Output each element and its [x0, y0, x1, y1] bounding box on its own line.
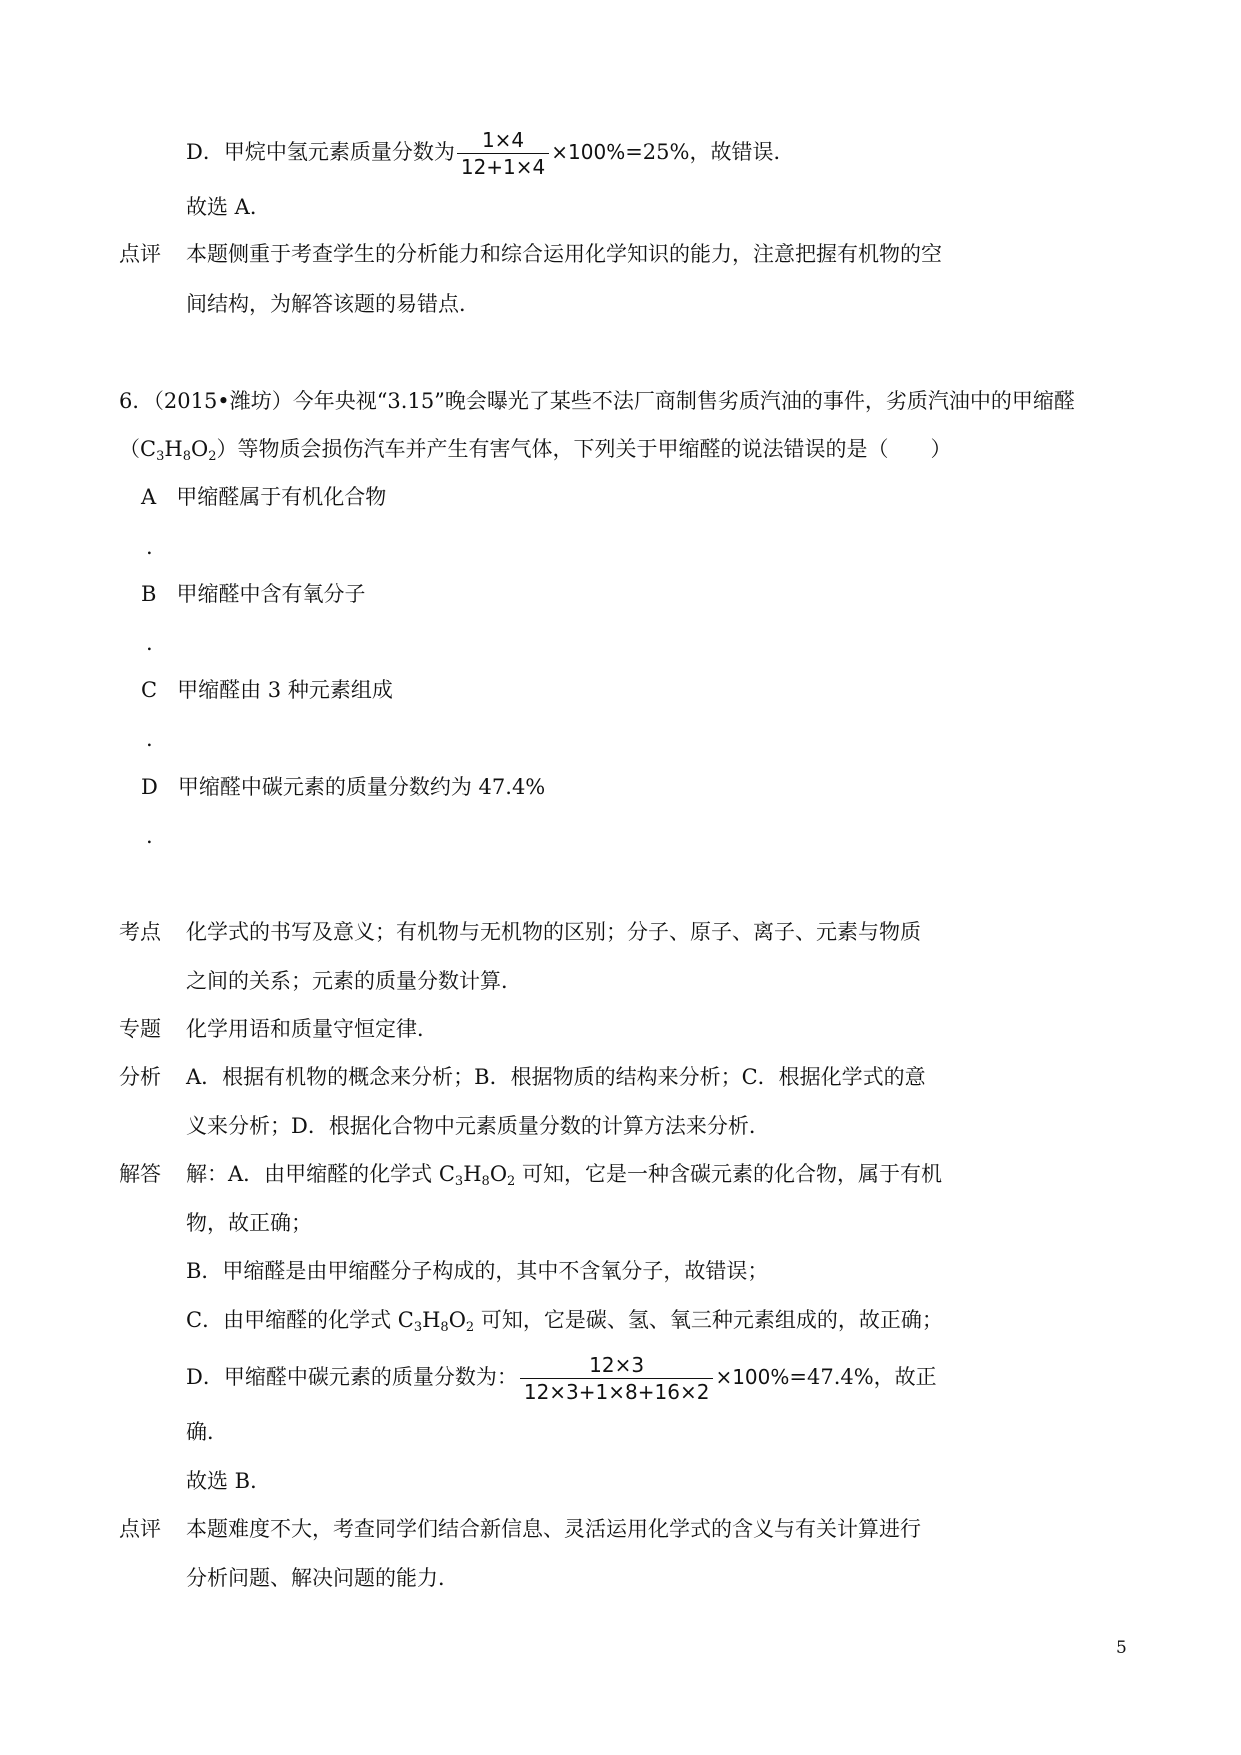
q6-sub3: 3: [156, 449, 165, 464]
prev-d-suffix: =25%，故错误．: [625, 140, 795, 164]
option-a: [141, 482, 386, 512]
option-b-dot: .: [146, 631, 153, 655]
jieda-a-h: H: [463, 1162, 482, 1186]
jieda-c-sub8: 8: [440, 1320, 449, 1335]
option-c-dot: .: [146, 727, 153, 751]
jieda-d-fraction: [520, 1353, 714, 1404]
zhuanti-label: 专题: [119, 1017, 161, 1041]
jieda-a-o: O: [489, 1162, 508, 1186]
fenxi-line2: 义来分析；D．根据化合物中元素质量分数的计算方法来分析．: [186, 1114, 770, 1138]
jieda-b: B．甲缩醛是由甲缩醛分子构成的，其中不含氧分子，故错误；: [186, 1259, 769, 1283]
jieda-c-sub2: 2: [465, 1320, 475, 1335]
q6-h: H: [164, 437, 183, 461]
q6-stem-post: ）等物质会损伤汽车并产生有害气体，下列关于甲缩醛的说法错误的是（ ）: [216, 437, 952, 461]
option-d-text: 甲缩醛中碳元素的质量分数约为 47.4%: [177, 775, 546, 799]
jieda-c-o: O: [448, 1308, 466, 1332]
prev-d-fraction: [457, 128, 549, 179]
option-a-text: 甲缩醛属于有机化合物: [176, 485, 387, 509]
option-c-letter: C: [141, 678, 158, 702]
prev-comment-line2: 间结构，为解答该题的易错点．: [186, 292, 480, 316]
jieda-d-times: ×100%: [715, 1365, 790, 1389]
option-c: [141, 675, 393, 705]
fenxi-line1: A．根据有机物的概念来分析；B．根据物质的结构来分析；C．根据化学式的意: [186, 1065, 926, 1089]
option-b-letter: B: [141, 582, 157, 606]
jieda-c-h: H: [422, 1308, 441, 1332]
jieda-c-sub3: 3: [413, 1320, 423, 1335]
prev-option-d-explanation: [186, 128, 794, 179]
prev-d-denominator: 12+1×4: [460, 155, 546, 179]
jieda-d-line1: [186, 1353, 937, 1404]
option-a-letter: A: [141, 485, 157, 509]
jieda-d-line2: 确．: [186, 1420, 228, 1444]
kaodian-label: 考点: [119, 920, 161, 944]
prev-d-times: ×100%: [551, 140, 626, 164]
prev-d-numerator: 1×4: [457, 128, 549, 154]
jieda-a-sub2: 2: [507, 1174, 516, 1189]
page-number: 5: [1116, 1638, 1127, 1658]
comment-line1: 本题难度不大，考查同学们结合新信息、灵活运用化学式的含义与有关计算进行: [186, 1517, 921, 1541]
option-b-text: 甲缩醛中含有氧分子: [176, 582, 366, 606]
jieda-a-sub8: 8: [481, 1174, 490, 1189]
fenxi-label: 分析: [119, 1065, 161, 1089]
option-c-text: 甲缩醛由 3 种元素组成: [177, 678, 393, 702]
jieda-d-numerator: 12×3: [520, 1353, 714, 1379]
prev-d-prefix: D．甲烷中氢元素质量分数为: [186, 140, 455, 164]
prev-choose: 故选 A．: [186, 195, 271, 219]
q6-stem-line1: 6．（2015•潍坊）今年央视“3.15”晚会曝光了某些不法厂商制售劣质汽油的事件，劣质汽油中的甲缩醛: [119, 389, 1075, 413]
option-d: [141, 772, 545, 802]
choose-b: 故选 B．: [186, 1469, 272, 1493]
jieda-c-pre: C．由甲缩醛的化学式 C: [186, 1308, 414, 1332]
prev-comment-line1: 本题侧重于考查学生的分析能力和综合运用化学知识的能力，注意把握有机物的空: [186, 242, 942, 266]
q6-stem-line2: [119, 434, 951, 464]
kaodian-line1: 化学式的书写及意义；有机物与无机物的区别；分子、原子、离子、元素与物质: [186, 920, 921, 944]
jieda-d-denominator: 12×3+1×8+16×2: [523, 1380, 710, 1404]
jieda-label: 解答: [119, 1162, 161, 1186]
comment-line2: 分析问题、解决问题的能力．: [186, 1566, 459, 1590]
zhuanti-text: 化学用语和质量守恒定律．: [186, 1017, 438, 1041]
q6-sub2: 2: [208, 449, 217, 464]
option-d-letter: D: [141, 775, 158, 799]
jieda-a-sub3: 3: [454, 1174, 464, 1189]
jieda-d-prefix: D．甲缩醛中碳元素的质量分数为：: [186, 1365, 518, 1389]
option-d-dot: .: [146, 824, 153, 848]
prev-comment-label: 点评: [119, 242, 161, 266]
option-a-dot: .: [146, 535, 153, 559]
comment-label: 点评: [119, 1517, 161, 1541]
jieda-d-suffix: =47.4%，故正: [789, 1365, 937, 1389]
jieda-c: [186, 1305, 943, 1335]
jieda-a-post: 可知，它是一种含碳元素的化合物，属于有机: [522, 1162, 942, 1186]
jieda-a-line2: 物，故正确；: [186, 1211, 312, 1235]
q6-o: O: [190, 437, 209, 461]
jieda-c-post: 可知，它是碳、氢、氧三种元素组成的，故正确；: [480, 1308, 943, 1332]
q6-stem-formula-pre: （C: [119, 437, 157, 461]
kaodian-line2: 之间的关系；元素的质量分数计算．: [186, 969, 522, 993]
jieda-a-line1: [186, 1159, 942, 1189]
q6-sub8: 8: [182, 449, 191, 464]
jieda-a-pre: 解：A．由甲缩醛的化学式 C: [186, 1162, 455, 1186]
option-b: [141, 579, 365, 609]
